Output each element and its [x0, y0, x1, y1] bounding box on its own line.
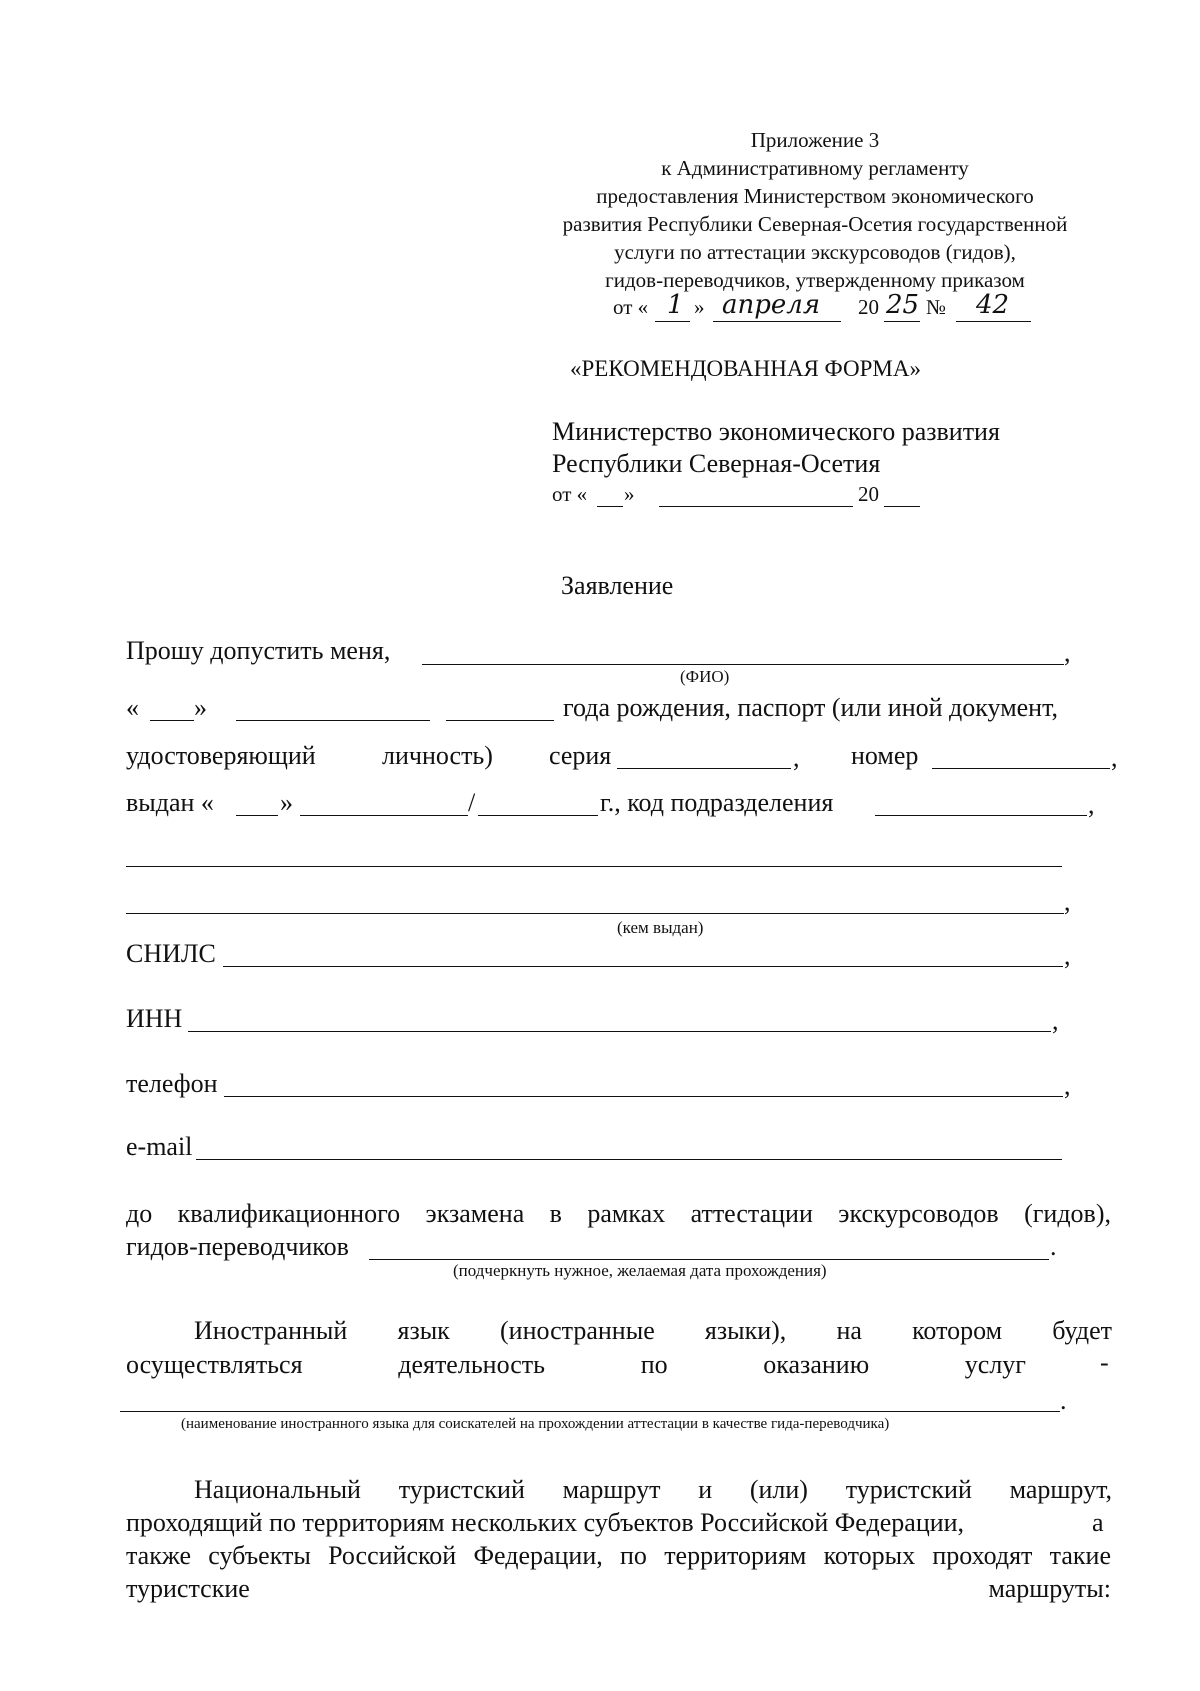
route-word: туристский	[845, 1475, 972, 1504]
snils-blank	[223, 966, 1063, 967]
route-word: Национальный	[194, 1475, 361, 1504]
snils-label: СНИЛС	[126, 939, 216, 968]
year-code-text: г., код подразделения	[600, 788, 834, 817]
comma: ,	[1111, 743, 1118, 772]
birth-month-blank	[236, 720, 430, 721]
appendix-line: гидов-переводчиков, утвержденному приказом	[605, 268, 1025, 292]
order-year-handwritten: 25	[886, 290, 920, 320]
language-word: будет	[1052, 1316, 1112, 1345]
language-word: деятельность	[398, 1350, 546, 1379]
addressee-line-1: Министерство экономического развития	[552, 417, 1000, 446]
order-year-prefix: 20	[858, 295, 879, 319]
route-row-1	[194, 1477, 1112, 1503]
phone-blank	[224, 1096, 1063, 1097]
addressee-year-prefix: 20	[858, 482, 879, 506]
exam-date-blank	[369, 1259, 1049, 1260]
appendix-line: к Административному регламенту	[661, 156, 969, 180]
order-no-underline	[956, 321, 1031, 322]
addressee-month-blank	[659, 506, 853, 507]
comma: ,	[1064, 1071, 1071, 1100]
issuer-blank-1	[126, 866, 1062, 867]
order-month-handwritten: апреля	[722, 290, 821, 320]
phone-label: телефон	[126, 1069, 218, 1098]
order-year-underline	[884, 321, 920, 322]
number-label: номер	[851, 741, 919, 770]
division-code-blank	[875, 815, 1087, 816]
route-row-4	[126, 1576, 1111, 1602]
language-blank	[120, 1411, 1060, 1412]
route-word: маршрут,	[1009, 1475, 1112, 1504]
route-word: (или)	[749, 1475, 808, 1504]
order-day-underline	[655, 321, 690, 322]
appendix-line: услуги по аттестации экскурсоводов (гидов),	[614, 240, 1016, 264]
inn-blank	[188, 1031, 1051, 1032]
addressee-year-blank	[884, 506, 920, 507]
series-blank	[617, 768, 791, 769]
issued-year-blank	[478, 815, 598, 816]
comma: ,	[1064, 638, 1071, 667]
appendix-line: развития Республики Северная-Осетия государственной	[562, 212, 1068, 236]
fio-caption: (ФИО)	[680, 667, 730, 686]
dot: .	[1050, 1232, 1057, 1261]
addressee-day-blank	[597, 506, 623, 507]
order-prefix: от «	[613, 295, 649, 319]
birth-open-quote: «	[126, 693, 139, 722]
order-mid: »	[694, 295, 705, 319]
inn-label: ИНН	[126, 1004, 183, 1033]
language-word: языки),	[704, 1316, 787, 1345]
language-word: язык	[397, 1316, 450, 1345]
order-no-label: №	[926, 295, 947, 319]
appendix-line: Приложение 3	[750, 128, 880, 152]
slash: /	[468, 788, 476, 817]
appendix-line: предоставления Министерством экономического	[596, 184, 1034, 208]
addressee-line-2: Республики Северная-Осетия	[552, 449, 881, 478]
order-no-handwritten: 42	[976, 290, 1010, 320]
id-word-1: удостоверяющий	[126, 741, 316, 770]
comma: ,	[1064, 941, 1071, 970]
language-word: (иностранные	[500, 1316, 655, 1345]
exam-caption: (подчеркнуть нужное, желаемая дата прохождения)	[453, 1261, 827, 1280]
order-month-underline	[713, 321, 841, 322]
comma: ,	[1088, 790, 1095, 819]
route-line-3: также субъекты Российской Федерации, по территориям которых проходят такие	[126, 1541, 1111, 1570]
issuer-blank-2	[126, 913, 1064, 914]
form-type-heading: «РЕКОМЕНДОВАННАЯ ФОРМА»	[570, 356, 921, 381]
issued-label: выдан «	[126, 788, 214, 817]
dash: -	[1100, 1348, 1109, 1377]
language-caption: (наименование иностранного языка для соискателей на прохождении аттестации в качестве гида-переводчика)	[181, 1416, 890, 1432]
birth-year-blank	[446, 720, 554, 721]
language-word: Иностранный	[194, 1316, 348, 1345]
language-word: оказанию	[763, 1350, 870, 1379]
addressee-date-mid: »	[624, 482, 635, 506]
order-day-handwritten: 1	[667, 290, 684, 320]
language-word: котором	[912, 1316, 1003, 1345]
number-blank	[932, 768, 1110, 769]
fio-blank	[422, 664, 1064, 665]
route-word: туристские	[126, 1574, 250, 1603]
route-word: туристский	[398, 1475, 525, 1504]
email-label: e-mail	[126, 1132, 193, 1161]
language-word: по	[640, 1350, 668, 1379]
id-word-2: личность)	[382, 741, 493, 770]
language-word: осуществляться	[126, 1350, 303, 1379]
issuer-caption: (кем выдан)	[617, 918, 704, 937]
comma: ,	[793, 743, 800, 772]
document-title: Заявление	[561, 571, 674, 600]
language-word: услуг	[964, 1350, 1026, 1379]
birth-day-blank	[150, 720, 194, 721]
route-line-2-end: а	[1092, 1508, 1104, 1537]
comma: ,	[1052, 1006, 1059, 1035]
route-line-2: проходящий по территориям нескольких субъектов Российской Федерации,	[126, 1508, 965, 1537]
comma: ,	[1064, 887, 1071, 916]
issued-month-blank	[300, 815, 468, 816]
language-row-1	[194, 1318, 1112, 1344]
dot: .	[1060, 1386, 1067, 1415]
email-blank	[196, 1159, 1062, 1160]
birth-close-quote: »	[194, 693, 207, 722]
issued-day-blank	[236, 815, 278, 816]
addressee-date-prefix: от «	[552, 482, 588, 506]
series-label: серия	[549, 741, 612, 770]
exam-line-1: до квалификационного экзамена в рамках аттестации экскурсоводов (гидов),	[126, 1199, 1111, 1228]
birth-text: года рождения, паспорт (или иной документ,	[563, 693, 1059, 722]
request-text: Прошу допустить меня,	[126, 636, 391, 665]
issued-close-quote: »	[280, 788, 293, 817]
route-word: и	[698, 1475, 713, 1504]
language-row-2	[126, 1352, 1026, 1378]
route-word: маршруты:	[988, 1574, 1111, 1603]
exam-line-2: гидов-переводчиков	[126, 1232, 349, 1261]
language-word: на	[836, 1316, 862, 1345]
route-word: маршрут	[562, 1475, 661, 1504]
